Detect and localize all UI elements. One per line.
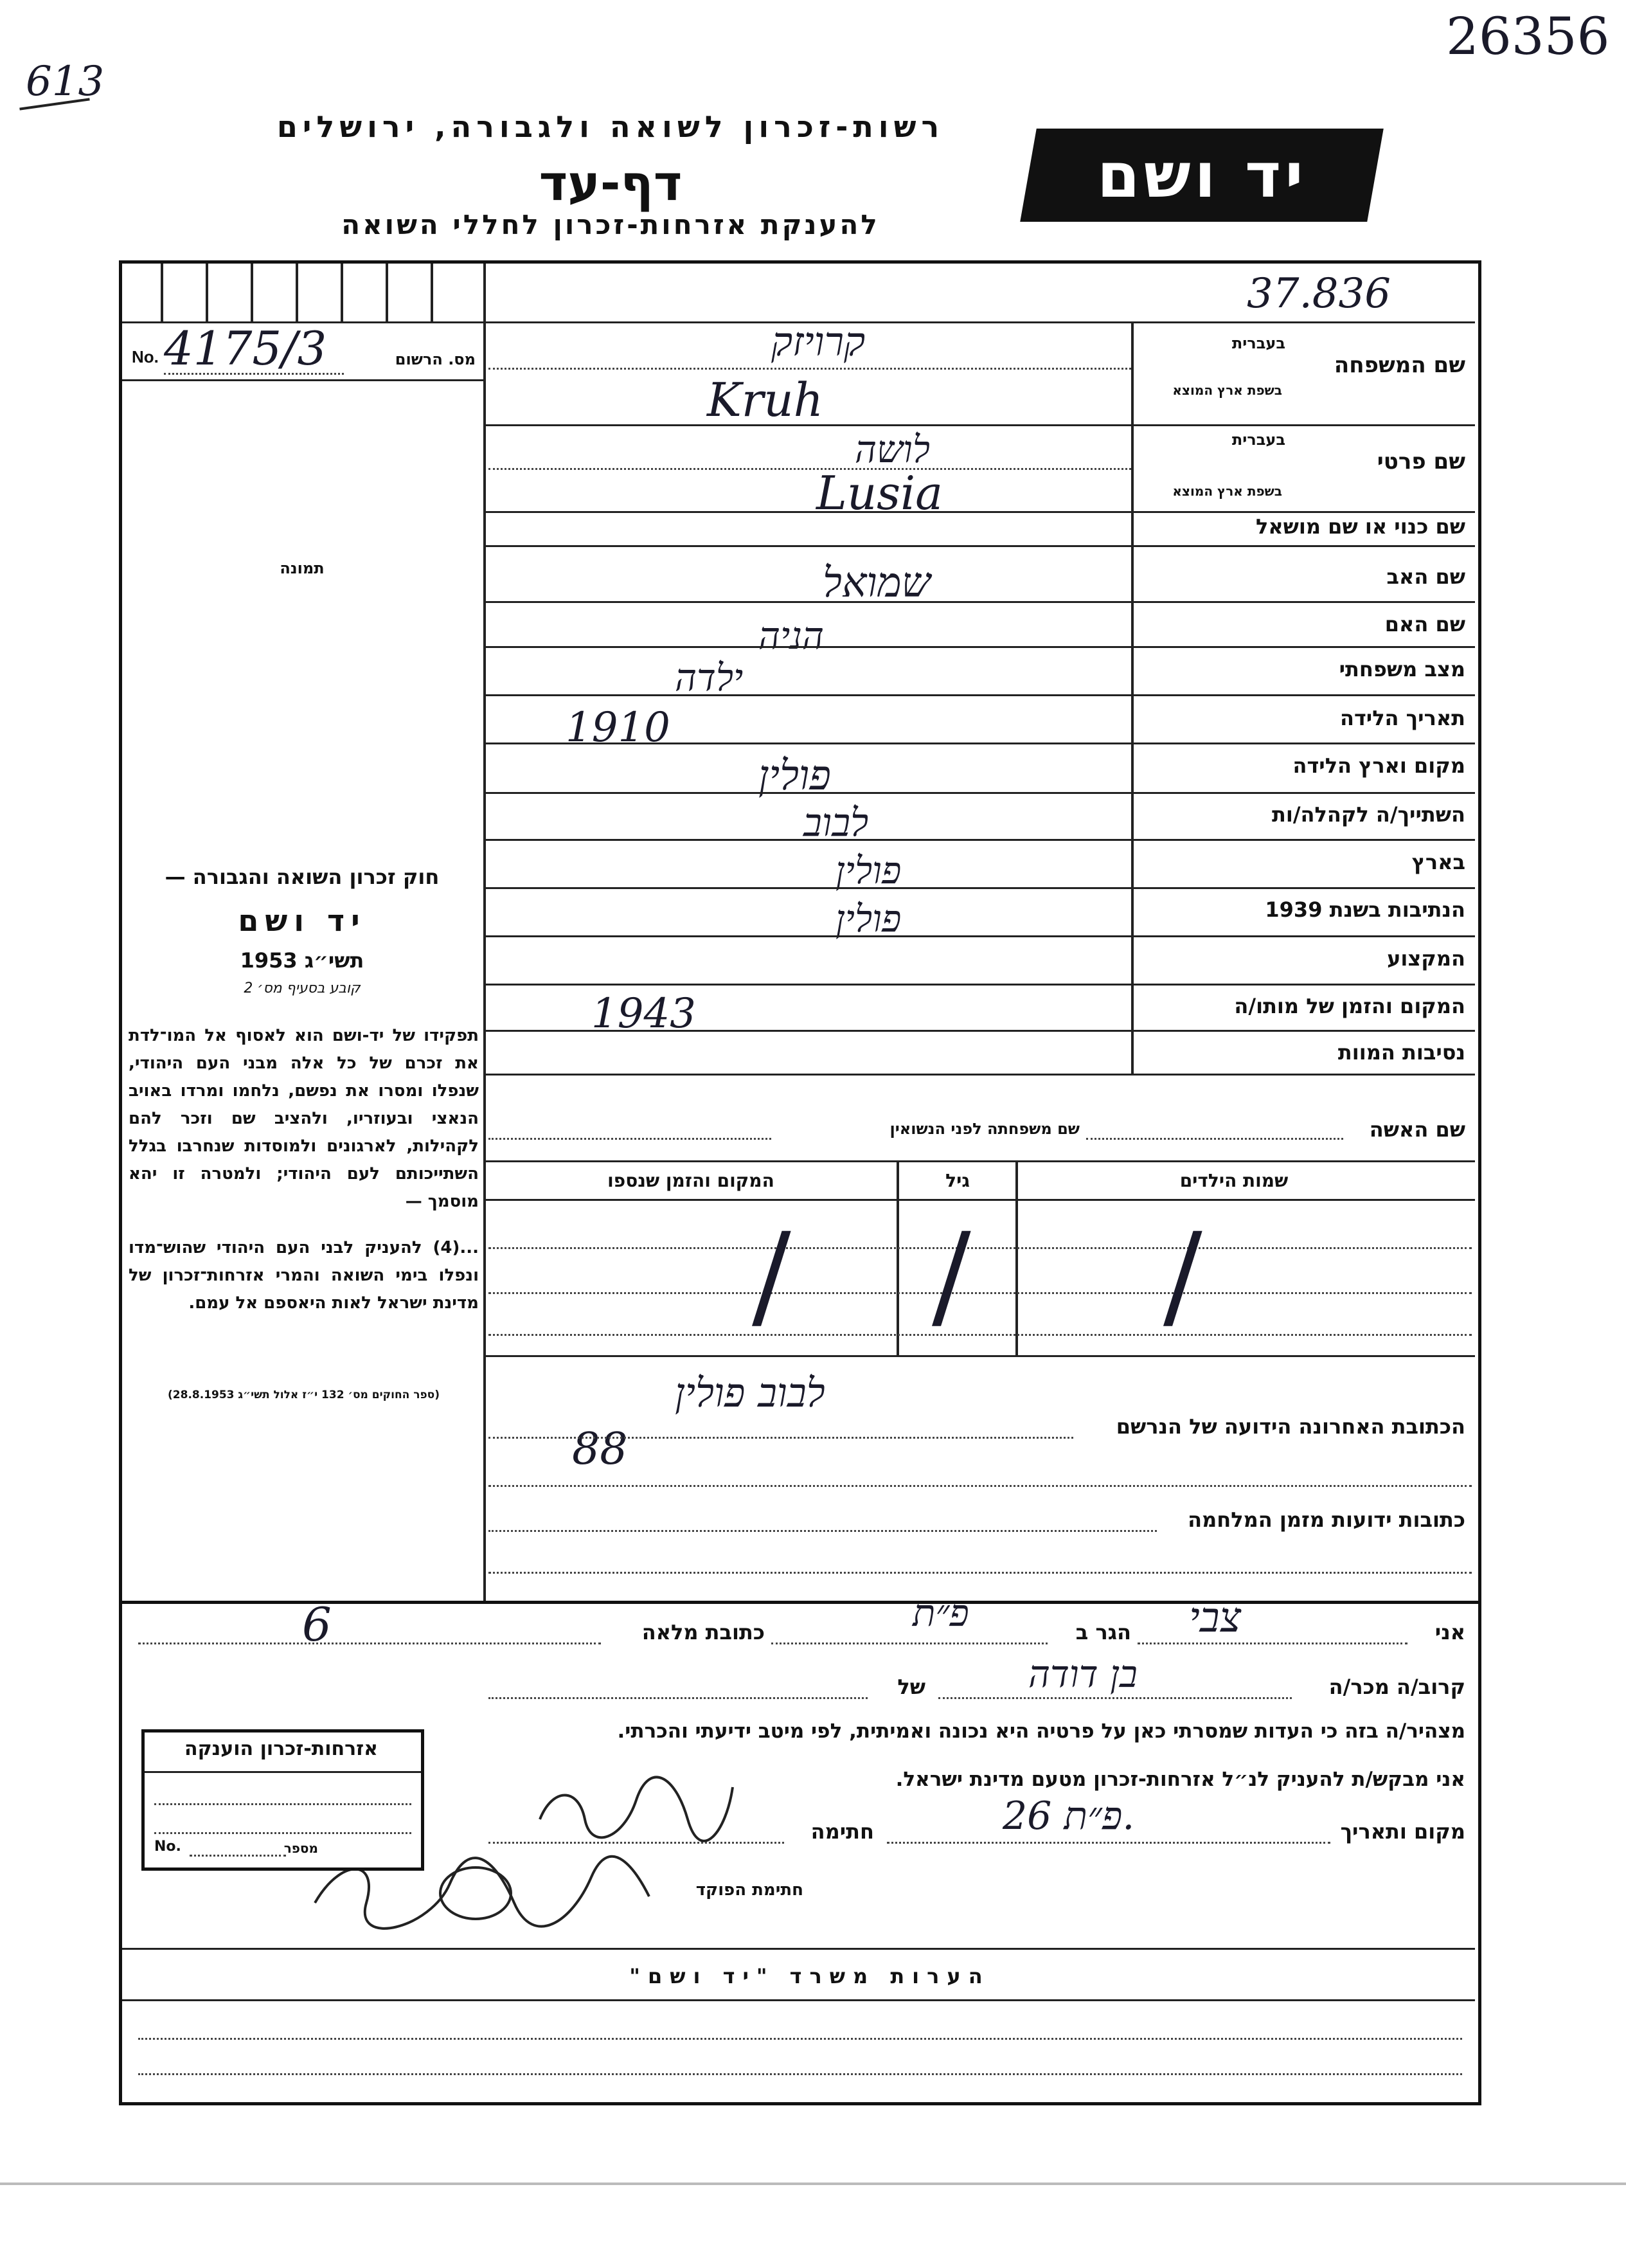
- war-address-line-1: [488, 1530, 1157, 1532]
- declarant-name-line: [1138, 1643, 1407, 1644]
- label-column-divider: [1131, 321, 1134, 1074]
- registration-number: 4175/3: [164, 321, 327, 375]
- given-name-label: שם פרטי: [1377, 449, 1465, 474]
- form-subtitle: להענקת אזרחות-זכרון לחללי השואה: [341, 209, 880, 240]
- birth-date-value: 1910: [566, 704, 670, 752]
- children-header-line: [483, 1199, 1475, 1201]
- form-title: דף-עד: [539, 154, 683, 212]
- law-title: חוק זכרון השואה והגבורה —: [165, 865, 440, 889]
- children-dots-3: [488, 1334, 1472, 1336]
- relative-line: [938, 1697, 1292, 1699]
- margin-note: 613: [26, 58, 105, 105]
- surname-row-line: [483, 424, 1475, 426]
- remarks-line-2: [138, 2073, 1462, 2075]
- tick-7: [431, 264, 433, 323]
- children-age-header: גיל: [945, 1170, 970, 1191]
- of-label: של: [897, 1675, 925, 1699]
- given-name-native-label: בשפת ארץ המוצא: [1172, 483, 1282, 499]
- birth-place-label: מקום וארץ הלידה: [1292, 753, 1465, 778]
- given-name-native-value: Lusia: [816, 466, 943, 520]
- citizenship-box-number-label: מספר: [283, 1841, 318, 1856]
- spouse-label: שם האשה: [1369, 1117, 1465, 1142]
- war-addresses-label: כתובות ידועות מזמן המלחמה: [1188, 1508, 1465, 1532]
- declarant-i-label: אני: [1434, 1620, 1465, 1644]
- registration-no-label: No.: [132, 347, 159, 366]
- declarant-address-value: 6: [302, 1598, 332, 1652]
- children-names-value: /: [1163, 1209, 1202, 1343]
- citizenship-box-title: אזרחות-זכרון הוענקה: [184, 1738, 379, 1760]
- full-address-label: כתובת מלאה: [641, 1620, 765, 1644]
- children-names-header: שמות הילדים: [1179, 1170, 1289, 1191]
- row-line-9: [483, 935, 1475, 937]
- declarant-city-value: פ״ת: [913, 1591, 969, 1635]
- marital-value: ילדה: [675, 656, 744, 699]
- row-line-10: [483, 984, 1475, 986]
- law-name: יד ושם: [238, 903, 366, 938]
- remarks-line-1: [138, 2038, 1462, 2040]
- row-line-8: [483, 887, 1475, 889]
- tick-3: [251, 264, 253, 323]
- last-address-line-2: [488, 1485, 1472, 1487]
- last-address-value-2: 88: [572, 1424, 628, 1475]
- place-date-line: [887, 1842, 1330, 1844]
- country-label: בארץ: [1411, 850, 1465, 874]
- reg-bottom-line: [122, 379, 483, 381]
- death-place-value: 1943: [591, 990, 696, 1038]
- tick-6: [386, 264, 388, 323]
- children-place-value: /: [752, 1209, 791, 1343]
- place-date-value: פ״ת 26.: [1003, 1794, 1135, 1839]
- tick-1: [161, 264, 163, 323]
- officer-signature-label: חתימת הפוקד: [695, 1880, 803, 1900]
- row-line-2: [483, 601, 1475, 603]
- row-line-4: [483, 694, 1475, 696]
- row-line-1: [483, 545, 1475, 547]
- citizenship-box-rule: [145, 1771, 421, 1773]
- children-age-value: /: [932, 1209, 971, 1343]
- given-row-line: [483, 511, 1475, 513]
- row-line-7: [483, 839, 1475, 841]
- spouse-maiden-line: [488, 1138, 771, 1140]
- left-column-divider: [483, 264, 486, 1601]
- spouse-maiden-label: שם משפחתה לפני הנשואין: [889, 1120, 1080, 1138]
- citizenship-box-dots-1: [154, 1803, 411, 1805]
- row-line-6: [483, 792, 1475, 794]
- remarks-title: הערות משרד "יד ושם": [629, 1964, 990, 1988]
- place-date-label: מקום ותאריך: [1340, 1819, 1465, 1844]
- surname-hebrew-value: קרויזק: [771, 318, 866, 365]
- relation-value: בן דודה: [1028, 1652, 1138, 1696]
- given-name-hebrew-value: לושה: [855, 428, 931, 471]
- children-dots-2: [488, 1292, 1472, 1294]
- signature-label: חתימה: [810, 1819, 874, 1844]
- nickname-label: שם כנוי או שם מושאל: [1255, 514, 1465, 539]
- law-text-2: ...(4) להעניק לבני העם היהודי שהוש־מדו ונפלו בימי השואה והמרי אזרחות־זכרון של מדינת ישראל לאות היאספם אל עמם.: [129, 1238, 479, 1313]
- law-footnote: (ספר החוקים מס׳ 132 י״ז אלול תשי״ג 28.8.1953): [168, 1389, 440, 1401]
- spouse-line: [1086, 1138, 1343, 1140]
- logo-text: יד ושם: [1096, 139, 1307, 212]
- row-line-11: [483, 1030, 1475, 1032]
- scan-edge: [0, 2182, 1626, 2185]
- registration-label: מס. הרשום: [395, 350, 476, 368]
- surname-label: שם המשפחה: [1334, 352, 1465, 378]
- resides-label: הגר ב: [1075, 1620, 1131, 1644]
- last-address-line-1: [488, 1437, 1073, 1439]
- tick-2: [206, 264, 208, 323]
- remarks-top-line: [122, 1948, 1475, 1950]
- of-line: [488, 1697, 868, 1699]
- given-name-hebrew-label: בעברית: [1231, 431, 1285, 449]
- citizenship-box-dots-2: [154, 1832, 411, 1834]
- children-bottom-line: [483, 1355, 1475, 1357]
- registration-dots: [164, 373, 344, 375]
- death-place-label: המקום והזמן של מותו/ה: [1234, 994, 1465, 1018]
- remarks-header-line: [122, 1999, 1475, 2001]
- war-address-line-2: [488, 1572, 1472, 1574]
- citizenship-box: [141, 1729, 424, 1871]
- father-value: שמואל: [823, 559, 931, 607]
- law-text-1: תפקידו של יד-ושם הוא לאסוף אל המו־לדת את זכרם של כל אלה מבני העם היהודי, שנפלו ומסרו את נפשם, נלחמו ומרדו באויב הנאצי ובעוזריו, ולהציב שם וזכר להם לקהילות, לארגונים ולמוסדות שנחרבו בגלל השתייכותם לעם היהודי; ולמטרה זו יהא מוסמך —: [129, 1026, 479, 1211]
- children-col-1: [897, 1160, 899, 1356]
- community-value: לבוב: [803, 800, 869, 845]
- request-text: אני מבקש/ת להעניק לנ״ל אזרחות-זכרון מטעם מדינת ישראל.: [895, 1768, 1465, 1791]
- declarant-city-line: [771, 1643, 1048, 1644]
- children-col-2: [1015, 1160, 1018, 1356]
- last-address-value-1: לבוב פולין: [675, 1369, 825, 1416]
- row-line-3: [483, 646, 1475, 648]
- declarant-signature: [527, 1761, 746, 1851]
- community-label: השתייך/ה לקהלה/ות: [1271, 802, 1465, 827]
- residence-1939-label: הנתיבות בשנת 1939: [1265, 897, 1465, 922]
- death-circumstances-label: נסיבות המוות: [1337, 1040, 1465, 1065]
- photo-label: תמונה: [280, 559, 325, 577]
- children-place-header: המקום והזמן שנספו: [607, 1170, 774, 1191]
- declarant-name-value: צבי: [1189, 1594, 1242, 1642]
- header-authority: רשות-זכרון לשואה ולגבורה, ירושלים: [276, 109, 945, 144]
- archive-number: 26356: [1446, 6, 1610, 66]
- yad-vashem-logo: [1020, 129, 1384, 222]
- country-value: פולין: [835, 849, 902, 892]
- relative-label: קרוב/ה מכר/ה: [1328, 1675, 1465, 1699]
- marital-label: מצב משפחתי: [1339, 657, 1465, 681]
- mother-label: שם האם: [1384, 612, 1465, 636]
- birth-date-label: תאריך הלידה: [1339, 706, 1465, 730]
- last-address-label: הכתובת האחרונה הידועה של הנרשם: [1116, 1414, 1465, 1439]
- citizenship-box-no: No.: [154, 1839, 181, 1855]
- law-year: תשי״ג 1953: [240, 948, 364, 973]
- residence-1939-value: פולין: [835, 897, 902, 941]
- profession-label: המקצוע: [1387, 946, 1465, 971]
- tick-5: [341, 264, 343, 323]
- declarant-address-line: [138, 1643, 601, 1644]
- surname-hebrew-line: [488, 368, 1131, 370]
- law-section: קובע בסעיף מס׳ 2: [244, 980, 361, 996]
- citizenship-box-no-line: [190, 1855, 286, 1857]
- row-line-12: [483, 1074, 1475, 1076]
- tick-4: [296, 264, 298, 323]
- birth-place-value: פולין: [758, 752, 831, 800]
- row-line-5: [483, 742, 1475, 744]
- declaration-text: מצהיר/ה בזה כי העדות שמסרתי כאן על פרטיה היא נכונה ואמיתית, לפי מיטב ידיעתי והכרתי.: [617, 1720, 1465, 1743]
- record-number: 37.836: [1247, 270, 1391, 318]
- spouse-row-line: [483, 1160, 1475, 1162]
- father-label: שם האב: [1386, 564, 1465, 589]
- surname-native-label: בשפת ארץ המוצא: [1172, 382, 1282, 398]
- children-dots-1: [488, 1247, 1472, 1249]
- mother-value: הניה: [758, 614, 825, 658]
- given-hebrew-line: [488, 468, 1131, 470]
- surname-hebrew-label: בעברית: [1231, 334, 1285, 352]
- surname-native-value: Kruh: [707, 373, 823, 427]
